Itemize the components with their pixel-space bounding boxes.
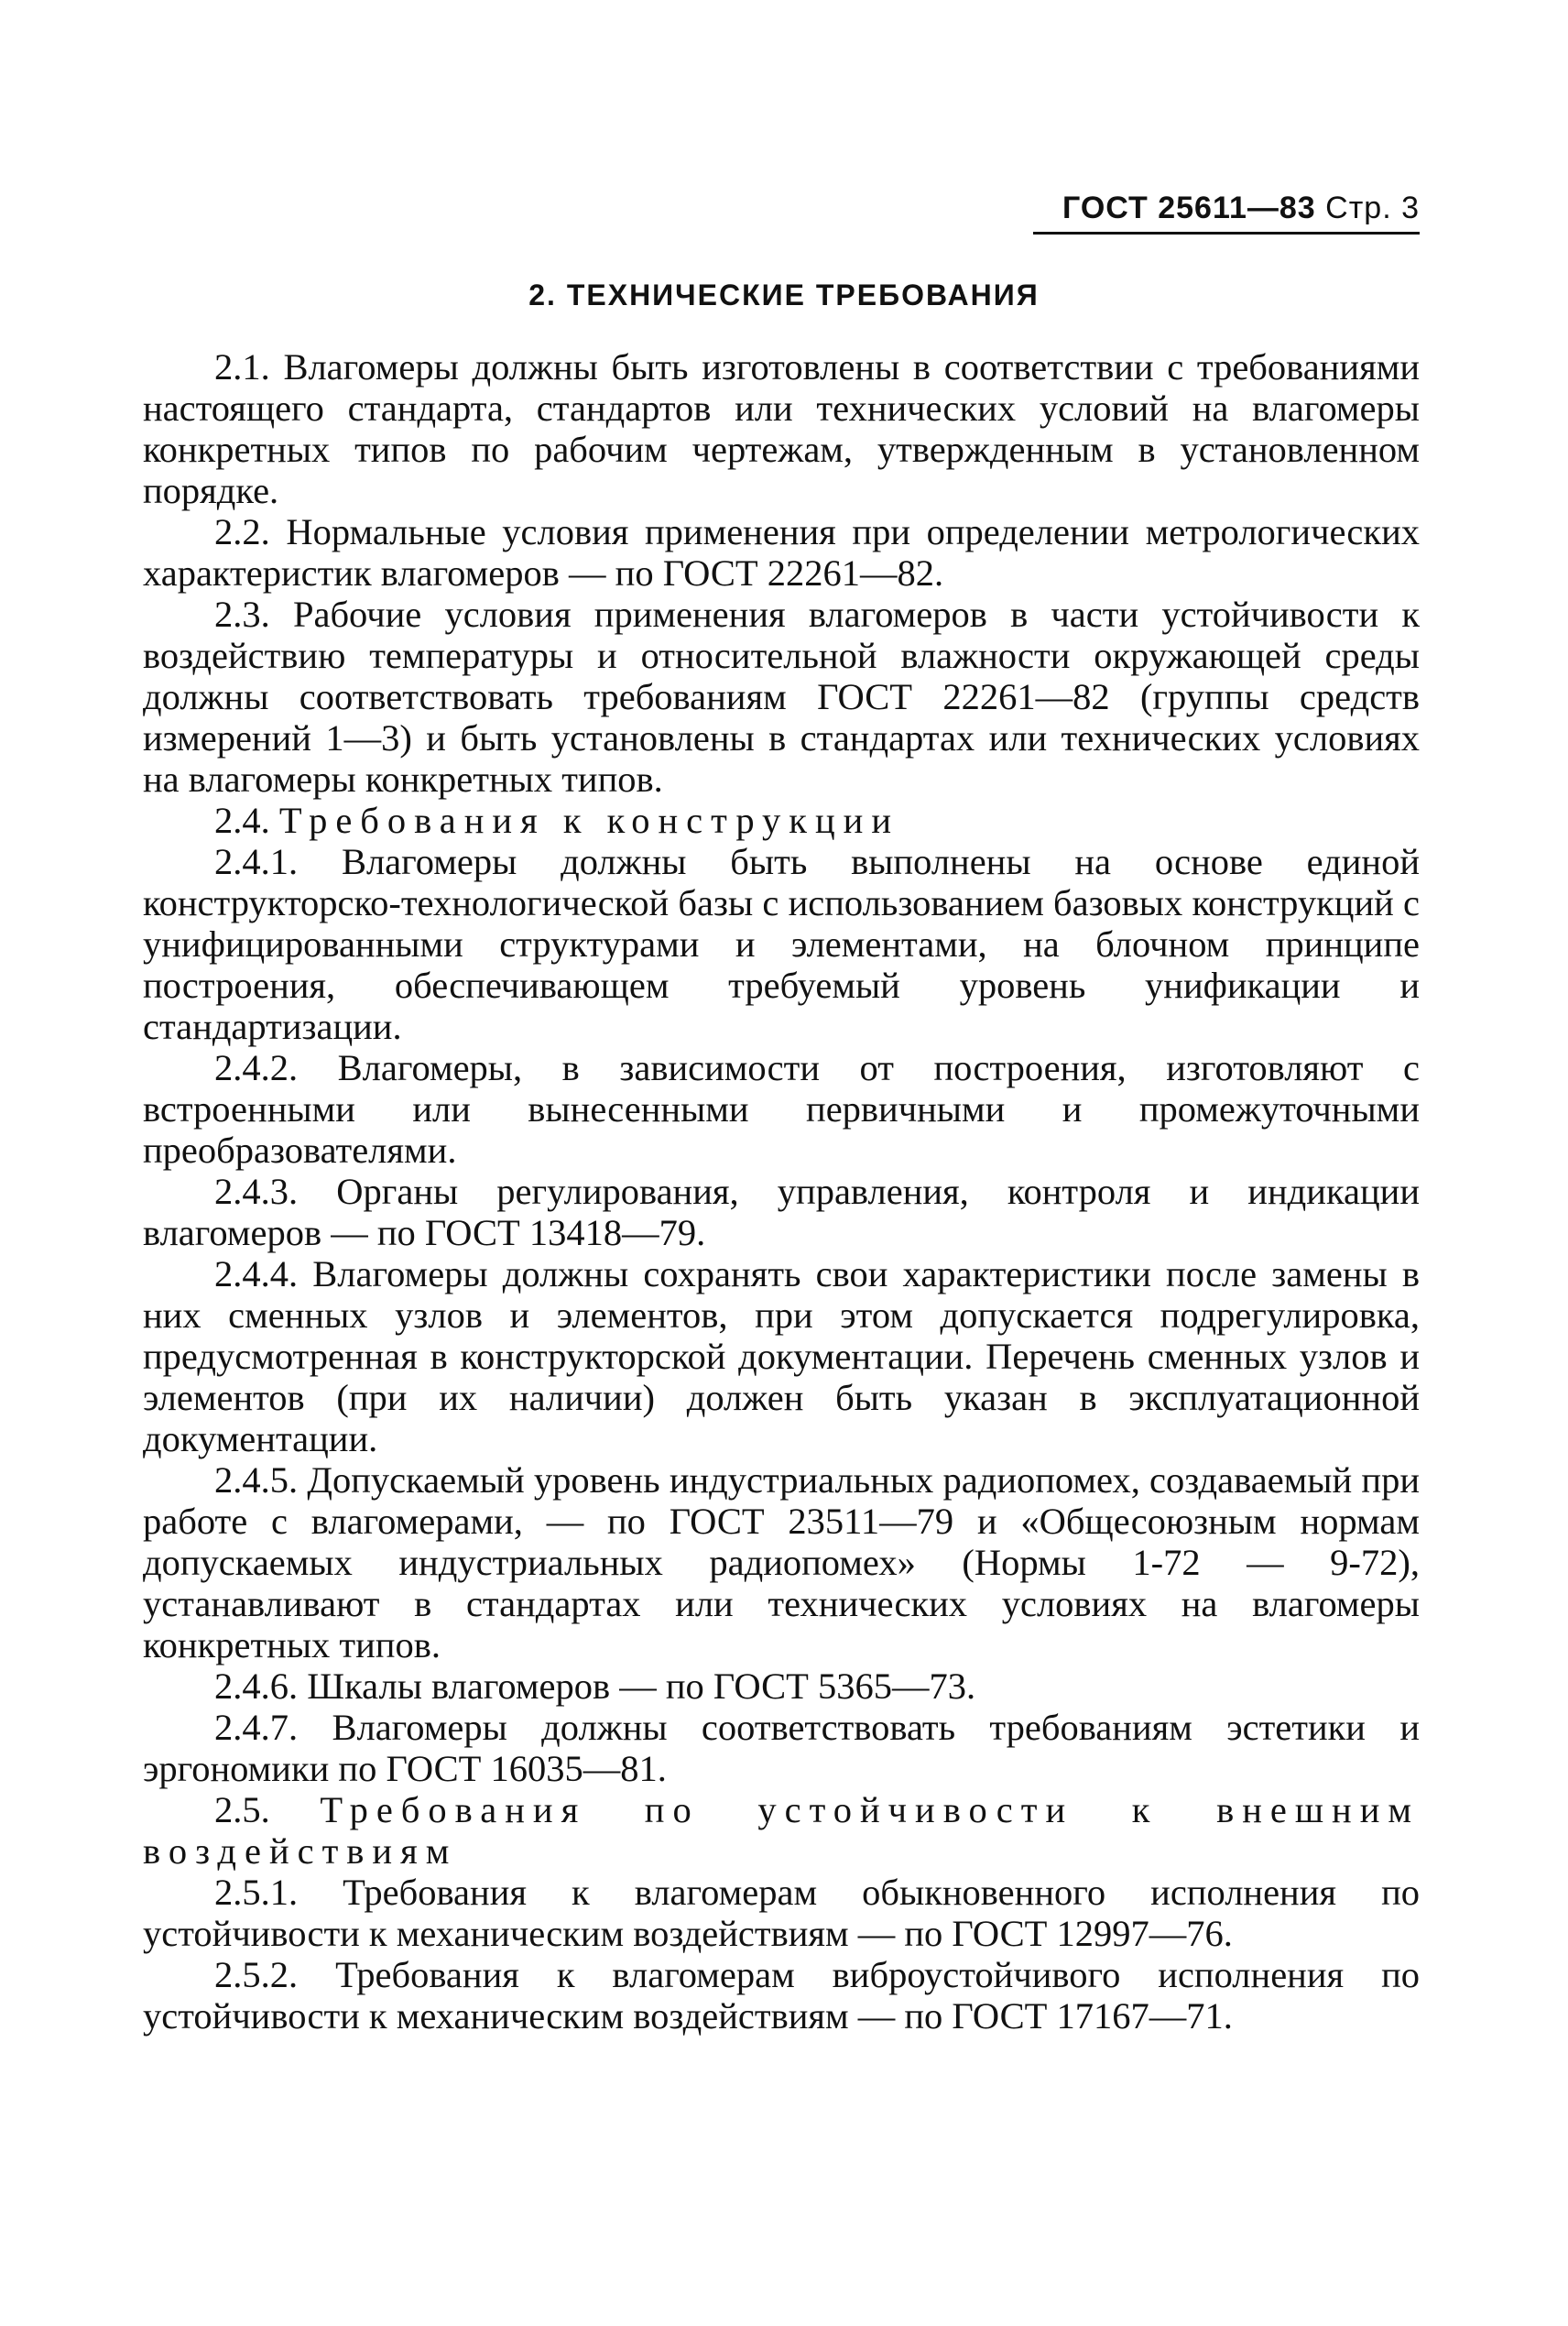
paragraph-number: 2.5.1.: [214, 1872, 299, 1913]
paragraph-text: Влагомеры, в зависимости от построения, изготовляют с встроенными или вынесенными первичными и промежуточными преобразователями.: [143, 1047, 1420, 1171]
paragraph-2-1: [143, 346, 1420, 511]
paragraph-text: Органы регулирования, управления, контроля и индикации влагомеров — по ГОСТ 13418—79.: [143, 1171, 1420, 1253]
paragraph-number: 2.4.6.: [214, 1665, 299, 1707]
paragraph-number: 2.3.: [214, 594, 270, 635]
paragraph-text: Влагомеры должны быть изготовлены в соответствии с требованиями настоящего стандарта, стандартов или технических условий на влагомеры конкретных типов по рабочим чертежам, утвержденным в установленном порядке.: [143, 346, 1421, 511]
paragraph-2-4-2: [143, 1047, 1420, 1171]
page-number: Стр. 3: [1325, 191, 1420, 225]
paragraph-text: Требования к влагомерам виброустойчивого исполнения по устойчивости к механическим воздействиям — по ГОСТ 17167—71.: [143, 1954, 1421, 2037]
paragraph-text: Допускаемый уровень индустриальных радиопомех, создаваемый при работе с влагомерами, — по ГОСТ 23511—79 и «Общесоюзным нормам допускаемых индустриальных радиопомех» (Нормы 1-72 — 9-72), устанавливают в стандартах или технических условиях на влагомеры конкретных типов.: [143, 1459, 1420, 1665]
paragraph-2-4-4: [143, 1253, 1420, 1459]
paragraph-2-4-3: [143, 1171, 1420, 1253]
paragraph-number: 2.1.: [214, 346, 270, 388]
paragraph-number: 2.5.2.: [214, 1954, 299, 1995]
paragraph-2-4-6: [143, 1665, 1420, 1707]
subsection-heading-text: Требования по устойчивости к внешним воздействиям: [143, 1789, 1421, 1872]
paragraph-text: Влагомеры должны быть выполнены на основе единой конструкторско-технологической базы с использованием базовых конструкций с унифицированными структурами и элементами, на блочном принципе построения, обеспечивающем требуемый уровень унификации и стандартизации.: [143, 841, 1420, 1047]
subsection-heading-text: Требования к конструкции: [278, 800, 899, 841]
paragraph-text: Шкалы влагомеров — по ГОСТ 5365—73.: [307, 1665, 976, 1707]
paragraph-number: 2.4.4.: [214, 1253, 299, 1294]
paragraph-number: 2.4.3.: [214, 1171, 299, 1212]
paragraph-2-4-5: [143, 1459, 1420, 1665]
paragraph-text: Влагомеры должны соответствовать требованиям эстетики и эргономики по ГОСТ 16035—81.: [143, 1707, 1421, 1789]
paragraph-2-2: [143, 511, 1420, 594]
paragraph-text: Рабочие условия применения влагомеров в части устойчивости к воздействию температуры и относительной влажности окружающей среды должны соответствовать требованиям ГОСТ 22261—82 (группы средств измерений 1—3) и быть установлены в стандартах или технических условиях на влагомеры конкретных типов.: [143, 594, 1421, 800]
paragraph-2-4-1: [143, 841, 1420, 1047]
paragraph-2-5-1: [143, 1872, 1420, 1954]
standard-code: ГОСТ 25611—83: [1062, 191, 1316, 225]
paragraph-2-4-7: [143, 1707, 1420, 1789]
paragraph-number: 2.2.: [214, 511, 270, 552]
paragraph-2-3: [143, 594, 1420, 800]
paragraph-number: 2.4.2.: [214, 1047, 299, 1088]
paragraph-number: 2.4.5.: [214, 1459, 299, 1501]
paragraph-number: 2.4.1.: [214, 841, 299, 882]
section-title: 2. ТЕХНИЧЕСКИЕ ТРЕБОВАНИЯ: [528, 278, 1040, 311]
paragraph-number: 2.4.: [214, 800, 270, 841]
paragraph-text: Влагомеры должны сохранять свои характеристики после замены в них сменных узлов и элементов, при этом допускается подрегулировка, предусмотренная в конструкторской документации. Перечень сменных узлов и элементов (при их наличии) должен быть указан в эксплуатационной документации.: [143, 1253, 1421, 1459]
paragraph-number: 2.5.: [214, 1789, 270, 1830]
page-header: [1033, 191, 1420, 235]
subsection-heading-2-4: [143, 800, 1420, 841]
paragraph-text: Требования к влагомерам обыкновенного исполнения по устойчивости к механическим воздействиям — по ГОСТ 12997—76.: [143, 1872, 1420, 1954]
paragraph-number: 2.4.7.: [214, 1707, 299, 1748]
body-text: [143, 346, 1420, 2037]
paragraph-2-5-2: [143, 1954, 1420, 2037]
paragraph-text: Нормальные условия применения при определении метрологических характеристик влагомеров — по ГОСТ 22261—82.: [143, 511, 1421, 594]
subsection-heading-2-5: [143, 1789, 1420, 1872]
